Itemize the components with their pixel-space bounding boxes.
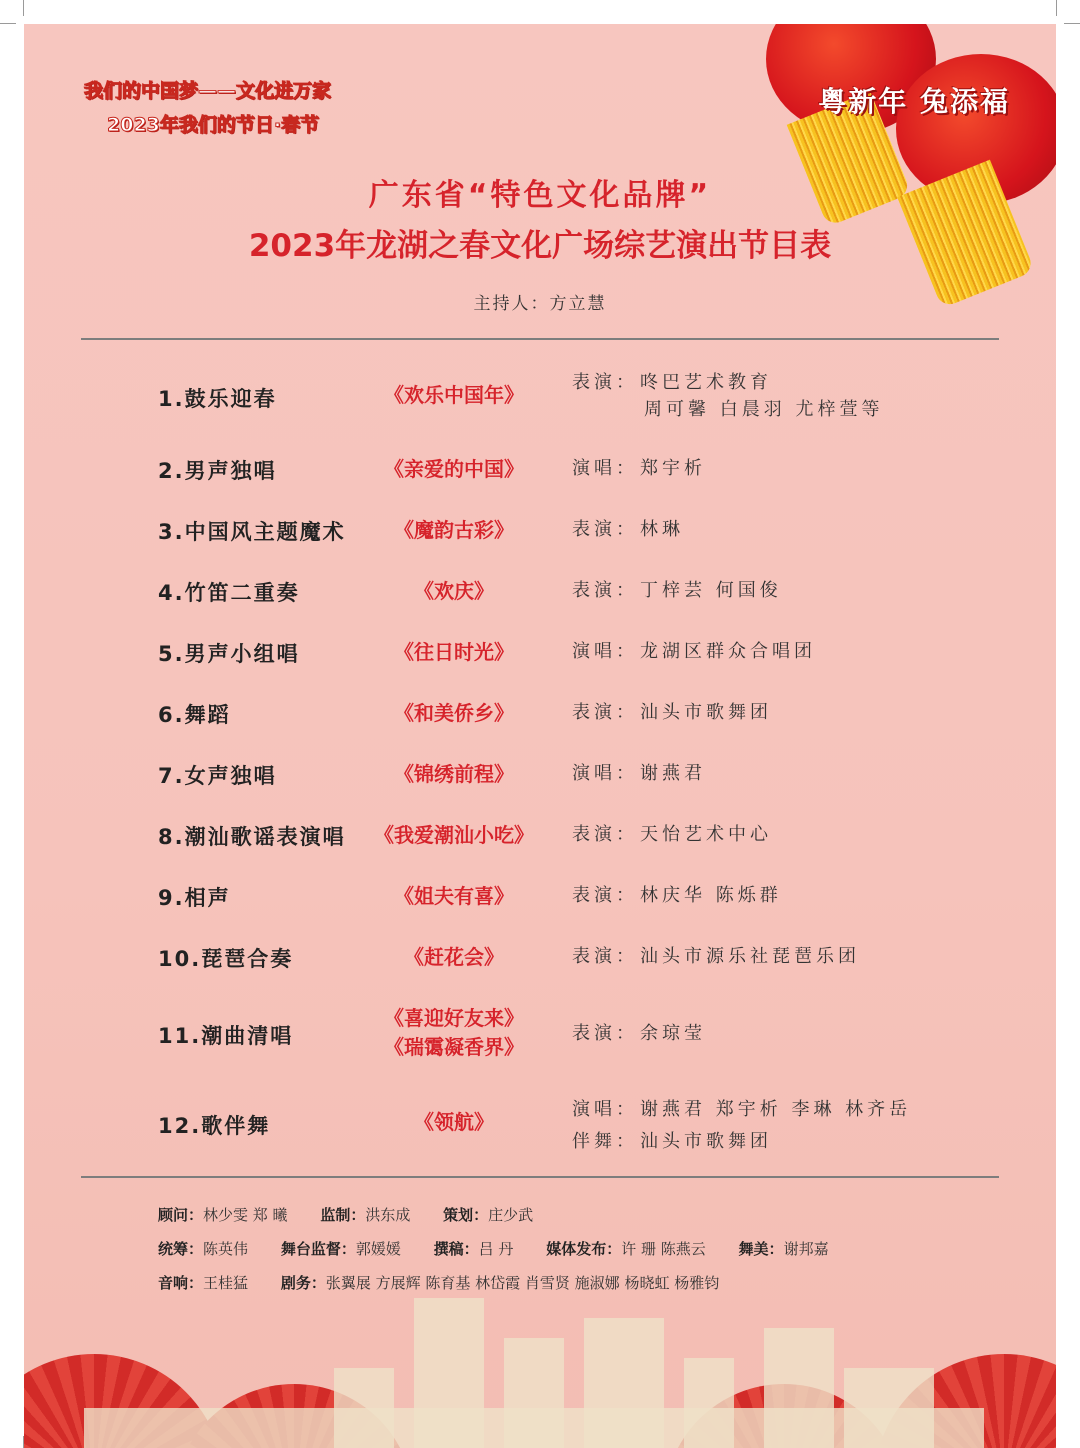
lantern-decoration <box>756 24 1056 314</box>
skyline-icon <box>504 1338 564 1448</box>
performer-names: 林庆华 陈烁群 <box>640 885 782 906</box>
credit-label: 舞美： <box>738 1240 784 1258</box>
credit-value: 林少雯 郑 曦 <box>203 1206 288 1224</box>
skyline-icon <box>764 1328 834 1448</box>
program-performers <box>572 943 860 970</box>
program-name: 5.男声小组唱 <box>158 642 300 666</box>
performer-names: 汕头市源乐社琵琶乐团 <box>640 946 860 967</box>
skyline-icon <box>584 1318 664 1448</box>
performer-names: 周可馨 白晨羽 尤梓萱等 <box>644 399 884 420</box>
program-performers <box>572 699 772 726</box>
program-name: 6.舞蹈 <box>158 703 231 727</box>
crop-mark <box>0 23 16 24</box>
performer-role: 演唱： <box>572 641 638 662</box>
credits-line <box>158 1204 561 1225</box>
performer-names: 郑宇析 <box>640 458 706 479</box>
program-performers <box>572 1020 706 1047</box>
performer-role: 演唱： <box>572 1099 638 1120</box>
program-name: 4.竹笛二重奏 <box>158 581 300 605</box>
program-title-line: 《瑞霭凝香界》 <box>384 1035 524 1059</box>
program-performers <box>572 516 684 543</box>
slogan-line-1: 我们的中国梦——文化进万家 <box>84 80 332 102</box>
performer-role: 伴舞： <box>572 1131 638 1152</box>
performer-names: 汕头市歌舞团 <box>640 1131 772 1152</box>
program-name: 10.琵琶合奏 <box>158 947 294 971</box>
credit-label: 监制： <box>320 1206 366 1224</box>
performer-role: 表演： <box>572 824 638 845</box>
performer-role: 演唱： <box>572 458 638 479</box>
credit-value: 王桂猛 <box>203 1274 249 1292</box>
skyline-icon <box>844 1368 934 1448</box>
credit-label: 策划： <box>443 1206 489 1224</box>
performer-names: 汕头市歌舞团 <box>640 702 772 723</box>
credit-value: 郭媛媛 <box>355 1240 401 1258</box>
crop-mark <box>1056 0 1057 16</box>
program-title: 《欢庆》 <box>414 579 494 603</box>
program-title: 《欢乐中国年》 <box>384 383 524 407</box>
performer-role: 表演： <box>572 1023 638 1044</box>
performer-role: 表演： <box>572 702 638 723</box>
performer-role: 表演： <box>572 580 638 601</box>
credits-line <box>158 1238 857 1259</box>
crop-mark <box>23 0 24 16</box>
skyline-icon <box>684 1358 734 1448</box>
program-title: 《姐夫有喜》 <box>394 884 514 908</box>
page-title-line-2: 2023年龙湖之春文化广场综艺演出节目表 <box>248 228 832 264</box>
skyline-icon <box>414 1298 484 1448</box>
performer-role: 表演： <box>572 885 638 906</box>
skyline-icon <box>334 1368 394 1448</box>
credit-label: 撰稿： <box>433 1240 479 1258</box>
program-name: 12.歌伴舞 <box>158 1114 271 1138</box>
program-title: 《亲爱的中国》 <box>384 457 524 481</box>
performer-names: 林琳 <box>640 519 684 540</box>
program-title: 《和美侨乡》 <box>394 701 514 725</box>
program-name: 7.女声独唱 <box>158 764 277 788</box>
program-performers <box>572 638 816 665</box>
new-year-badge: 粤新年 兔添福 <box>818 85 1010 118</box>
program-title: 《往日时光》 <box>394 640 514 664</box>
performer-names: 谢燕君 郑宇析 李琳 林齐岳 <box>640 1099 912 1120</box>
program-name: 2.男声独唱 <box>158 459 277 483</box>
program-performers <box>572 455 706 482</box>
divider-bottom <box>81 1176 999 1178</box>
program-title: 《领航》 <box>414 1110 494 1134</box>
program-title: 《我爱潮汕小吃》 <box>374 823 534 847</box>
performer-role: 表演： <box>572 519 638 540</box>
credit-label: 音响： <box>158 1274 204 1292</box>
slogan-line-2: 2023年我们的节日·春节 <box>107 114 320 136</box>
program-name: 11.潮曲清唱 <box>158 1024 294 1048</box>
program-name: 8.潮汕歌谣表演唱 <box>158 825 346 849</box>
credit-label: 舞台监督： <box>280 1240 356 1258</box>
program-performers <box>572 369 883 423</box>
credit-value: 张翼展 方展辉 陈育基 林岱霞 肖雪贤 施淑娜 杨晓虹 杨雅钧 <box>325 1274 720 1292</box>
credit-value: 吕 丹 <box>478 1240 514 1258</box>
credits-line <box>158 1272 747 1293</box>
program-performers <box>572 577 782 604</box>
credit-label: 顾问： <box>158 1206 204 1224</box>
program-name: 9.相声 <box>158 886 231 910</box>
program-performers <box>572 760 706 787</box>
crop-mark <box>1064 23 1080 24</box>
program-title: 《赶花会》 <box>404 945 504 969</box>
performer-names: 余琼莹 <box>640 1023 706 1044</box>
performer-names: 谢燕君 <box>640 763 706 784</box>
performer-names: 龙湖区群众合唱团 <box>640 641 816 662</box>
performer-names: 天怡艺术中心 <box>640 824 772 845</box>
divider-top <box>81 338 999 340</box>
host-name: 主持人：方立慧 <box>473 294 607 314</box>
performer-role: 演唱： <box>572 763 638 784</box>
program-title: 《锦绣前程》 <box>394 762 514 786</box>
performer-names: 丁梓芸 何国俊 <box>640 580 782 601</box>
program-title-line: 《喜迎好友来》 <box>384 1006 524 1030</box>
credit-label: 媒体发布： <box>546 1240 622 1258</box>
credit-label: 统筹： <box>158 1240 204 1258</box>
program-performers <box>572 821 772 848</box>
program-title: 《魔韵古彩》 <box>394 518 514 542</box>
credit-value: 庄少武 <box>488 1206 534 1224</box>
program-poster <box>24 24 1056 1448</box>
program-performers <box>572 882 782 909</box>
program-performers <box>572 1094 911 1158</box>
credit-value: 陈英伟 <box>203 1240 249 1258</box>
program-name: 1.鼓乐迎春 <box>158 387 277 411</box>
performer-role: 表演： <box>572 946 638 967</box>
performer-role: 表演： <box>572 372 638 393</box>
credit-value: 洪东成 <box>365 1206 411 1224</box>
page-title-line-1: 广东省“特色文化品牌” <box>368 178 712 213</box>
credit-value: 谢邦嘉 <box>783 1240 829 1258</box>
performer-names: 咚巴艺术教育 <box>640 372 772 393</box>
credit-value: 许 珊 陈燕云 <box>621 1240 706 1258</box>
program-name: 3.中国风主题魔术 <box>158 520 346 544</box>
credit-label: 剧务： <box>280 1274 326 1292</box>
program-title <box>354 1004 554 1062</box>
